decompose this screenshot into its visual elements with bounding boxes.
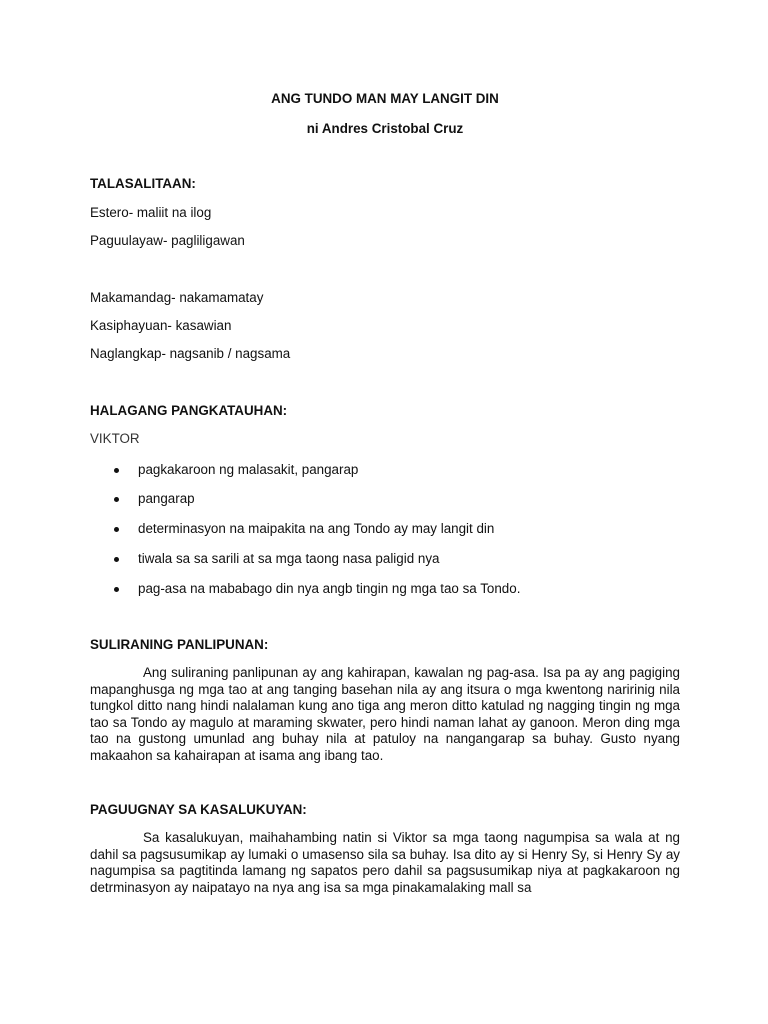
suliranin-heading: SULIRANING PANLIPUNAN: <box>90 637 269 652</box>
list-item-text: pag-asa na mababago din nya angb tingin ng mga tao sa Tondo. <box>138 581 521 596</box>
vocab-item: Makamandag- nakamamatay <box>90 290 264 305</box>
vocab-item: Kasiphayuan- kasawian <box>90 318 232 333</box>
list-item-text: tiwala sa sa sarili at sa mga taong nasa paligid nya <box>138 551 440 566</box>
document-page <box>90 0 680 1024</box>
list-item-text: pangarap <box>138 491 195 506</box>
bullet-icon <box>114 557 119 562</box>
list-item-text: pagkakaroon ng malasakit, pangarap <box>138 462 359 477</box>
vocab-item: Estero- maliit na ilog <box>90 205 212 220</box>
talasalitaan-heading: TALASALITAAN: <box>90 176 196 191</box>
suliranin-paragraph <box>90 665 680 765</box>
bullet-icon <box>114 587 119 592</box>
document-author: ni Andres Cristobal Cruz <box>306 121 464 136</box>
bullet-icon <box>114 527 119 532</box>
document-title: ANG TUNDO MAN MAY LANGIT DIN <box>271 91 499 106</box>
paragraph-text: Sa kasalukuyan, maihahambing natin si Viktor sa mga taong nagumpisa sa wala at ng dahil sa pagsusumikap ay lumaki o umasenso sila sa buhay. Isa dito ay si Henry Sy, si Henry Sy ay nagumpisa sa pagtitinda lamang ng sapatos pero dahil sa pagsusumikap niya at pagkakaroon ng detrminasyon ay naipatayo na nya ang isa sa mga pinakamalaking mall sa <box>90 830 680 895</box>
vocab-item: Naglangkap- nagsanib / nagsama <box>90 346 291 361</box>
halaga-heading: HALAGANG PANGKATAUHAN: <box>90 403 288 418</box>
list-item-text: determinasyon na maipakita na ang Tondo ay may langit din <box>138 521 495 536</box>
character-name: VIKTOR <box>90 431 140 446</box>
bullet-icon <box>114 497 119 502</box>
paguugnay-paragraph <box>90 830 680 896</box>
paguugnay-heading: PAGUUGNAY SA KASALUKUYAN: <box>90 802 307 817</box>
paragraph-text: Ang suliraning panlipunan ay ang kahirapan, kawalan ng pag-asa. Isa pa ay ang pagiging mapanghusga ng mga tao at ang tanging basehan nila ay ang itsura o mga kwentong naririnig nila tungkol ditto nang hindi nalalaman kung ano tiga ang meron ditto katulad ng nagging tingin ng mga tao sa Tondo ay magulo at maraming skwater, pero hindi naman lahat ay ganoon. Meron ding mga tao na gustong umunlad ang buhay nila at patuloy na nangangarap sa buhay. Gusto nyang makaahon sa kahairapan at isama ang ibang tao. <box>90 665 680 763</box>
bullet-icon <box>114 468 119 473</box>
vocab-item: Paguulayaw- pagliligawan <box>90 233 245 248</box>
